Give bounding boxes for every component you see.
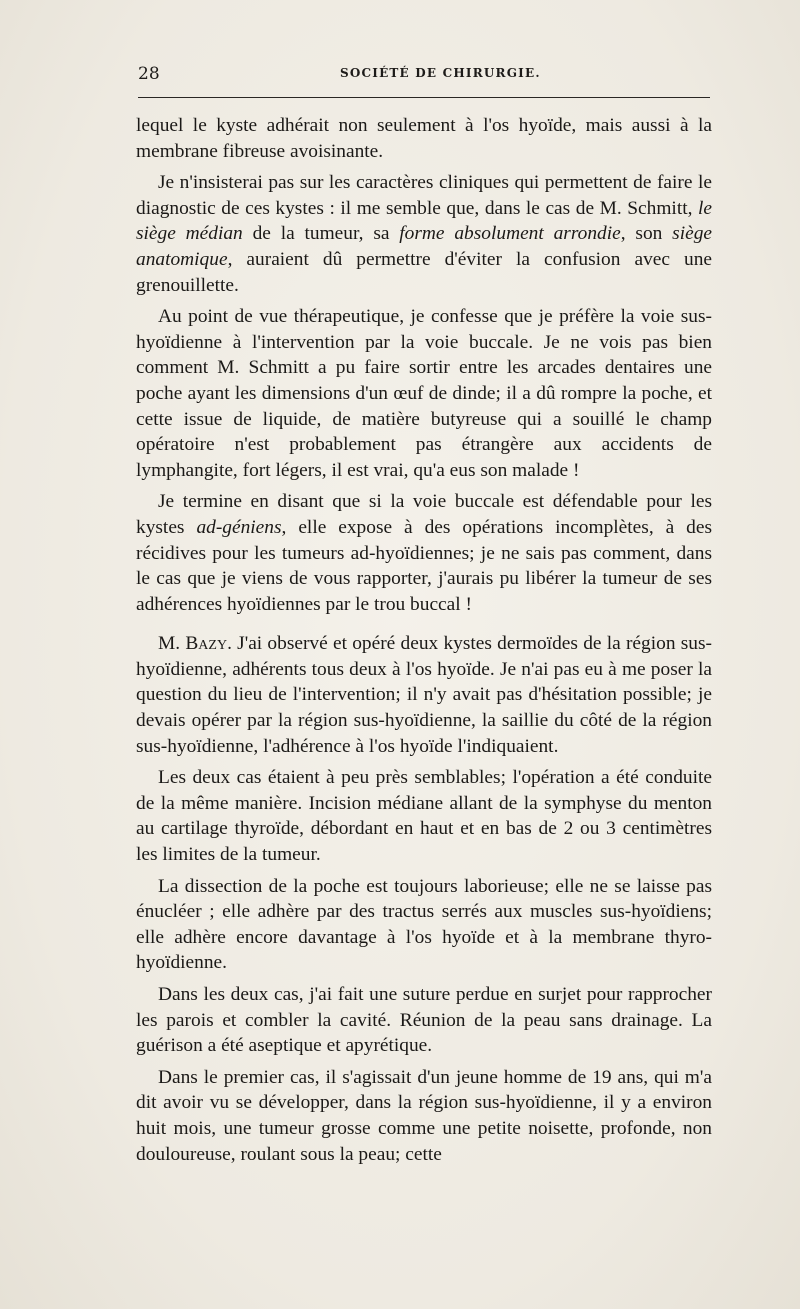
paragraph-9: Dans le premier cas, il s'agissait d'un jeune homme de 19 ans, qui m'a dit avoir vu se développer, dans la région sus-hyoïdienne, il y a environ huit mois, une tumeur grosse comme une petite noisette, profonde, non douloureuse, roulant sous la peau; cette [136,1066,712,1165]
page-header [138,64,710,88]
italic-phrase: le siège médian [136,197,712,245]
paragraph-8: Dans les deux cas, j'ai fait une suture perdue en surjet pour rapprocher les parois et combler la cavité. Réunion de la peau sans drainage. La guérison a été aseptique et apyrétique. [136,984,712,1057]
running-head: SOCIÉTÉ DE CHIRURGIE. [340,66,541,80]
paragraph-2: Je n'insisterai pas sur les caractères cliniques qui permettent de faire le diagnostic de ces kystes : il me semble que, dans le cas de M. Schmitt, le siège médian de la tumeur, sa forme absolument arrondie, son siège anatomique, auraient dû permettre d'éviter la confusion avec une grenouillette. [136,172,712,296]
paragraph-1: lequel le kyste adhérait non seulement à l'os hyoïde, mais aussi à la membrane fibreuse avoisinante. [136,115,712,162]
header-rule [138,97,710,98]
paragraph-4: Je termine en disant que si la voie buccale est défendable pour les kystes ad-géniens, elle expose à des opérations incomplètes, à des récidives pour les tumeurs ad-hyoïdiennes; je ne sais pas comment, dans le cas que je viens de vous rapporter, j'aurais pu libérer la tumeur de ses adhérences hyoïdiennes par le trou buccal ! [136,491,713,615]
italic-phrase: forme absolument arrondie [399,223,621,245]
paragraph-6: Les deux cas étaient à peu près semblables; l'opération a été conduite de la même manière. Incision médiane allant de la symphyse du menton au cartilage thyroïde, débordant en haut et en bas de 2 ou 3 centimètres les limites de la tumeur. [136,767,712,866]
speaker-name: Bazy [185,633,228,655]
paragraph-3: Au point de vue thérapeutique, je confesse que je préfère la voie sus-hyoïdienne à l'intervention par la voie buccale. Je ne vois pas bien comment M. Schmitt a pu faire sortir entre les arcades dentaires une poche ayant les dimensions d'un œuf de dinde; il a dû rompre la poche, et cette issue de liquide, de matière butyreuse qui a souillé le champ opératoire n'est probablement pas étrangère aux accidents de lymphangite, fort légers, il est vrai, qu'a eus son malade ! [136,306,712,481]
page-number: 28 [138,64,160,84]
body-text [136,113,712,1173]
italic-phrase: ad-géniens [196,516,282,538]
paragraph-5: M. Bazy. J'ai observé et opéré deux kystes dermoïdes de la région sus-hyoïdienne, adhérents tous deux à l'os hyoïde. Je n'ai pas eu à me poser la question du lieu de l'intervention; il n'y avait pas d'hésitation possible; je devais opérer par la région sus-hyoïdienne, la saillie du côté de la région sus-hyoïdienne, l'adhérence à l'os hyoïde l'indiquaient. [136,633,712,757]
italic-phrase: siège anatomique [136,223,712,270]
paragraph-7: La dissection de la poche est toujours laborieuse; elle ne se laisse pas énucléer ; elle adhère par des tractus serrés aux muscles sus-hyoïdiens; elle adhère encore davantage à l'os hyoïde et à la membrane thyro-hyoïdienne. [136,875,712,974]
